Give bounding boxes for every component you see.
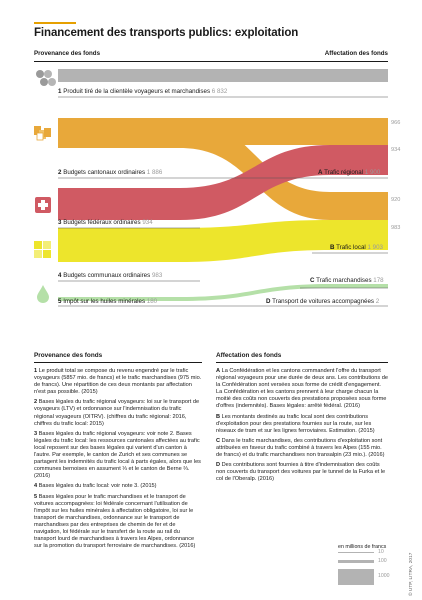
legend-bar-10 <box>338 552 374 553</box>
note-item: 1 Le produit total se compose du revenu engendré par le trafic voyageurs (5857 mio. de francs) et le trafic marchandises (975 mio. de francs). Une répartition de ces deux montants par affectation n'est pas possible. (2015) <box>34 368 202 396</box>
destination-column-heading: Affectation des fonds <box>324 50 388 57</box>
source-label-commune: 4 Budgets communaux ordinaires 983 <box>58 272 163 279</box>
destination-label-local: B Trafic local 1 903 <box>330 244 383 251</box>
note-item: D Des contributions sont fournies à titre d'indemnisation des coûts non couverts du transport des voitures par le tunnel de la Furka et le col de l'Oberalp. (2016) <box>216 462 386 483</box>
notes-source-list <box>34 368 202 550</box>
legend-scale <box>338 552 378 592</box>
notes-source-heading: Provenance des fonds <box>34 352 103 359</box>
legend-label-10: 10 <box>378 549 384 555</box>
source-label-federal: 3 Budgets fédéraux ordinaires 934 <box>58 219 153 226</box>
destination-label-goods: C Trafic marchandises 178 <box>310 277 384 284</box>
notes-destination-heading: Affectation des fonds <box>216 352 282 359</box>
note-item: C Dans le trafic marchandises, des contributions d'exploitation sont attribuées en faveur du trafic combiné à travers les Alpes (155 mio. de francs) et du trafic marchandises non transalpin (23 mio.). (2016) <box>216 437 385 459</box>
legend-bar-1000 <box>338 569 374 585</box>
source-label-oil: 5 Impôt sur les huiles minérales 180 <box>58 298 158 305</box>
note-item: 3 Bases légales du trafic régional voyageurs: voir note 2. Bases légales du trafic local: les ressources cantonales affectées au trafic local reposent sur des bases légales qui varient d'un canton à l'autre. Par exemple, le canton de Zurich et ses communes se partagent les indemnités du trafic local à parts égales, alors que les communes bernoises en assument ⅓ et le canton de Berne ⅔. (2016) <box>34 430 201 480</box>
notes-rule-right <box>216 362 388 363</box>
oil-drop-icon <box>37 285 49 303</box>
note-item: B Les montants destinés au trafic local sont des contributions d'exploitation pour des prestations fournies sur la route, sur les réseaux de tram et sur les lignes ferroviaires. Estimation. (2015) <box>216 413 375 434</box>
flow-band-commune-local <box>58 220 388 262</box>
source-label-canton: 2 Budgets cantonaux ordinaires 1 886 <box>58 169 163 176</box>
destination-label-cars: D Transport de voitures accompagnées 2 <box>266 298 380 305</box>
commune-flags-icon <box>34 241 51 258</box>
flow-value-canton-regional: 966 <box>391 120 401 126</box>
legend-label-100: 100 <box>378 558 387 564</box>
notes-rule-left <box>34 362 202 363</box>
flow-value-federal-regional: 934 <box>391 147 401 153</box>
legend-title: en millions de francs <box>338 544 387 550</box>
page-title: Financement des transports publics: exploitation <box>34 27 299 39</box>
destination-label-regional: A Trafic régional 1 900 <box>318 169 381 176</box>
notes-destination-list <box>216 368 388 483</box>
copyright-note: © UTP, LITRA, 2017 <box>409 552 414 596</box>
note-item: A La Confédération et les cantons commandent l'offre du transport régional voyageurs pour une durée de deux ans. Les contributions de la Confédération sont versées sous forme de crédit d'engagement. La Confédération et les cantons prennent à leur charge chacun la moitié des coûts non couverts des prestations proposées sous forme d'offres (indemnités). Bases légales: arrêté fédéral. (2016) <box>216 368 388 410</box>
note-item: 4 Bases légales du trafic local: voir note 3. (2015) <box>34 483 157 490</box>
flow-band-canton-regional <box>58 118 388 145</box>
note-item: 5 Bases légales pour le trafic marchandises et le transport de voitures accompagnées: loi fédérale concernant l'utilisation de l'impôt sur les huiles minérales à affectation obligatoire, loi sur le transport de marchandises, ordonnance sur le transport de marchandises par des entreprises de chemin de fer et de navigation, loi fédérale sur le transfert de la route au rail du transport lourd de marchandises à travers les Alpes, ordonnance sur la promotion du transport ferroviaire de marchandises. (2016) <box>34 493 196 550</box>
source-label-product: 1 Produit tiré de la clientèle voyageurs et marchandises 6 832 <box>58 88 228 95</box>
coins-icon <box>36 70 56 86</box>
note-item: 2 Bases légales du trafic régional voyageurs: loi sur le transport de voyageurs (LTV) et ordonnance sur l'indemnisation du trafic régional voyageurs (OITRV). (chiffres du trafic régional: 2016, chiffres du trafic local: 2015) <box>34 399 200 427</box>
flow-value-canton-local: 920 <box>391 197 401 203</box>
source-column-heading: Provenance des fonds <box>34 50 101 57</box>
swiss-cross-icon <box>35 197 51 213</box>
legend-label-1000: 1000 <box>378 573 390 579</box>
flow-band-product <box>58 69 388 82</box>
flow-value-commune-local: 983 <box>391 225 401 231</box>
canton-flags-icon <box>34 126 51 140</box>
legend-bar-100 <box>338 560 374 563</box>
